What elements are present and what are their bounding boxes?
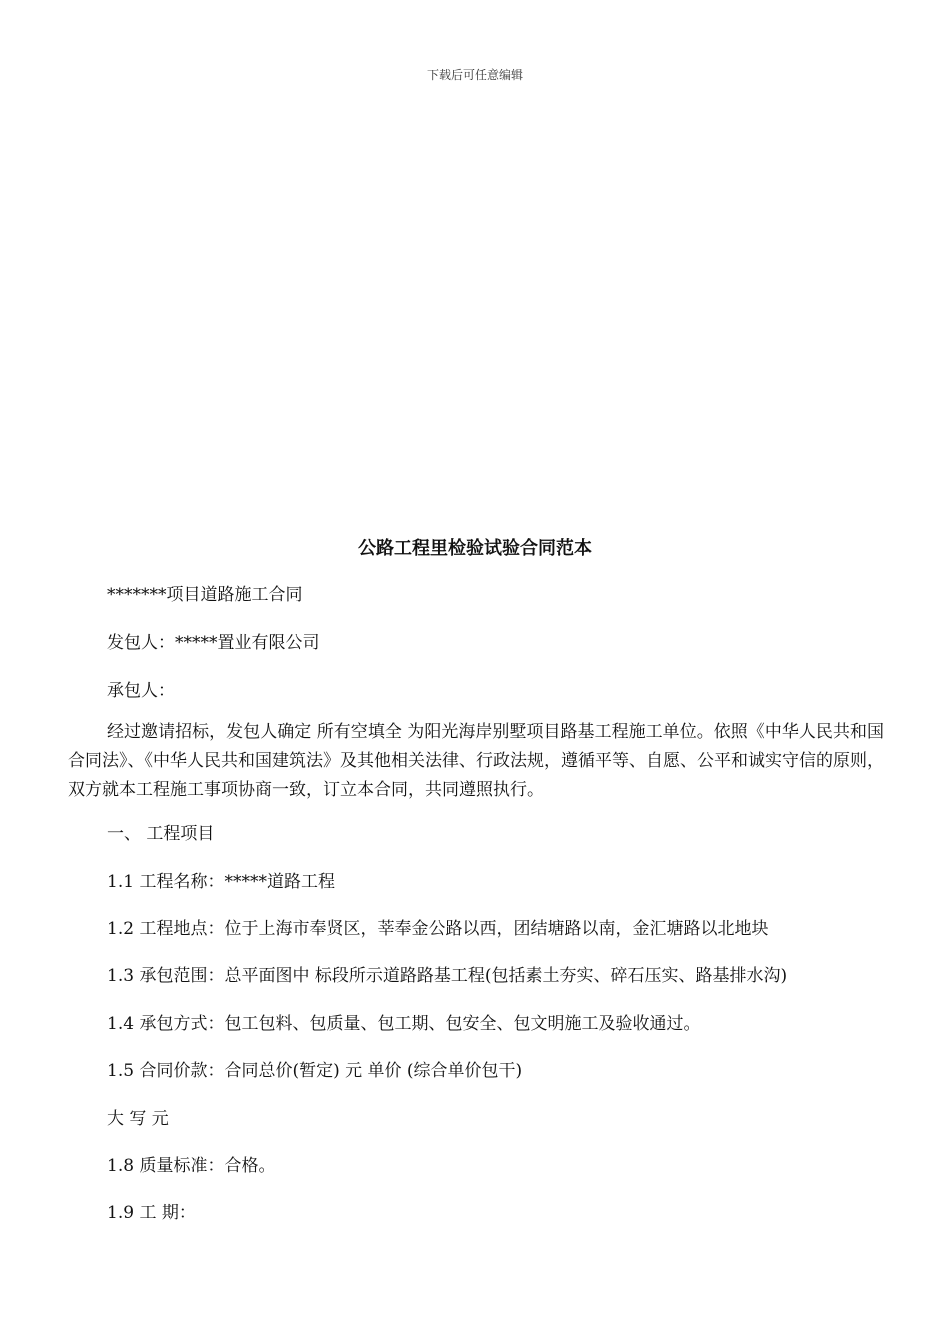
amount-in-words: 大 写 元 xyxy=(107,1109,169,1129)
contract-name: *******项目道路施工合同 xyxy=(107,585,303,605)
contractor-line: 承包人： xyxy=(107,681,175,701)
section-1-heading: 一、 工程项目 xyxy=(107,824,215,844)
item-1-1: 1.1 工程名称：*****道路工程 xyxy=(107,872,335,892)
intro-paragraph: 经过邀请招标，发包人确定 所有空填全 为阳光海岸别墅项目路基工程施工单位。依照《中华人民共和国合同法》、《中华人民共和国建筑法》及其他相关法律、行政法规，遵循平等、自愿、公平和诚实守信的原则，双方就本工程施工事项协商一致，订立本合同，共同遵照执行。 xyxy=(68,722,884,800)
item-1-8: 1.8 质量标准：合格。 xyxy=(107,1156,276,1176)
item-1-9: 1.9 工 期： xyxy=(107,1203,196,1223)
item-1-4: 1.4 承包方式：包工包料、包质量、包工期、包安全、包文明施工及验收通过。 xyxy=(107,1014,701,1034)
item-1-5: 1.5 合同价款：合同总价(暂定) 元 单价 (综合单价包干) xyxy=(107,1061,523,1081)
item-1-2: 1.2 工程地点：位于上海市奉贤区，莘奉金公路以西，团结塘路以南，金汇塘路以北地块 xyxy=(107,919,769,939)
employer-line: 发包人：*****置业有限公司 xyxy=(107,633,320,653)
item-1-3: 1.3 承包范围：总平面图中 标段所示道路路基工程(包括素土夯实、碎石压实、路基排水沟) xyxy=(107,966,788,986)
document-title: 公路工程里检验试验合同范本 xyxy=(358,538,592,559)
header-note: 下载后可任意编辑 xyxy=(426,68,523,82)
